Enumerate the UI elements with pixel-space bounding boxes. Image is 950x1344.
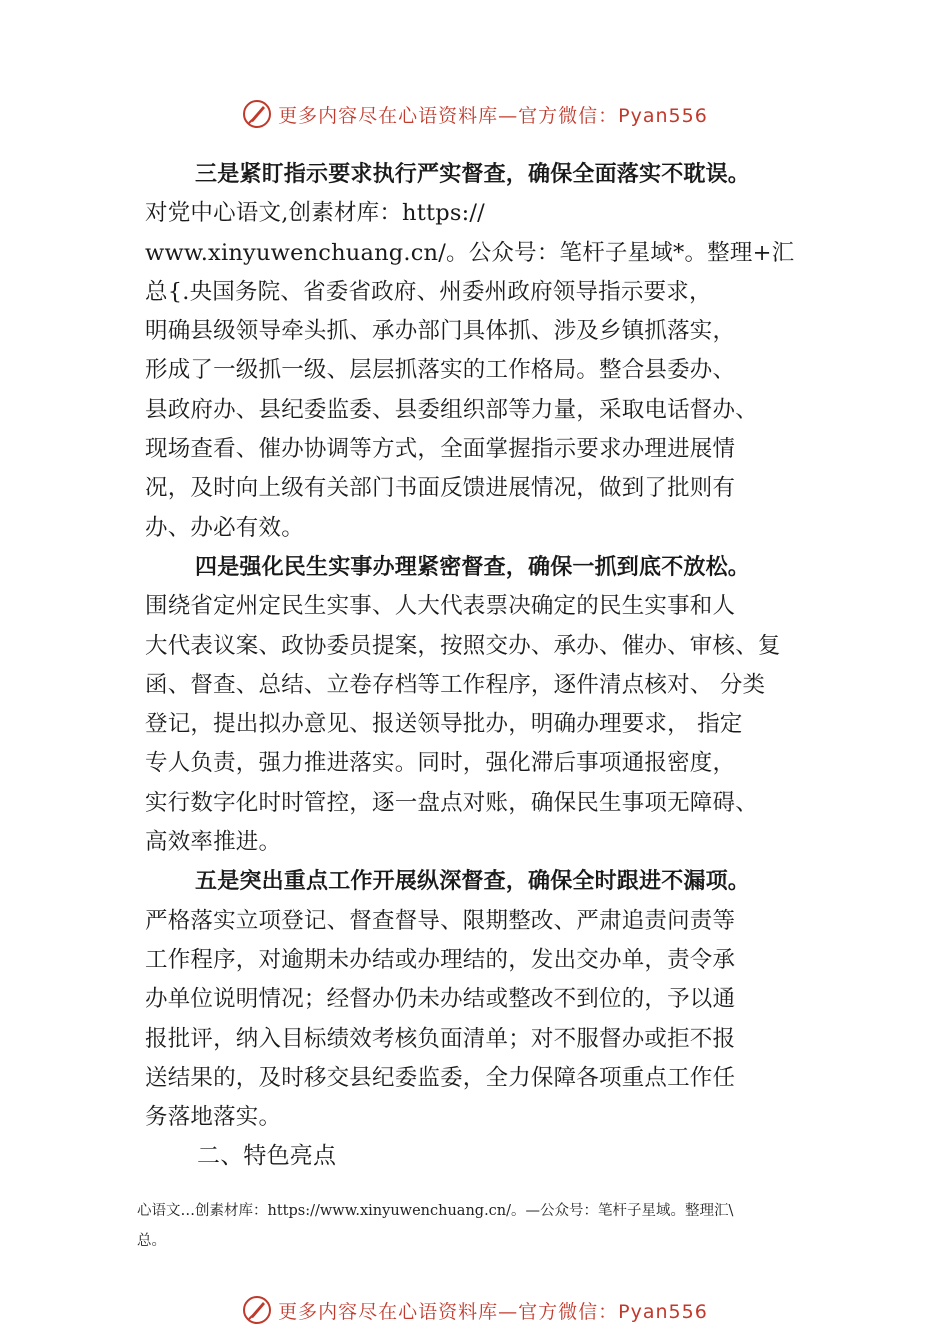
footnote-line: 总。 xyxy=(137,1233,166,1249)
document-body xyxy=(145,155,825,1177)
body-line: 围绕省定州定民生实事、人大代表票决确定的民生实事和人 xyxy=(145,593,736,620)
body-line: www.xinyuwenchuang.cn/。公众号：笔杆子星域*。整理+汇 xyxy=(145,239,795,266)
body-line: 工作程序，对逾期未办结或办理结的，发出交办单，责令承 xyxy=(145,946,736,973)
banner-text: 更多内容尽在心语资料库—官方微信：Pyan556 xyxy=(278,104,708,127)
body-line: 严格落实立项登记、督查督导、限期整改、严肃追责问责等 xyxy=(145,907,736,934)
body-line: 现场查看、催办协调等方式，全面掌握指示要求办理进展情 xyxy=(145,436,736,463)
body-line: 报批评，纳入目标绩效考核负面清单；对不服督办或拒不报 xyxy=(145,1025,736,1052)
body-line: 形成了一级抓一级、层层抓落实的工作格局。整合县委办、 xyxy=(145,357,736,384)
body-line: 送结果的，及时移交县纪委监委，全力保障各项重点工作任 xyxy=(145,1064,736,1091)
header-banner xyxy=(0,92,950,136)
footnote-line: 心语文…创素材库：https://www.xinyuwenchuang.cn/。—公众号：笔杆子星域。整理汇\ xyxy=(137,1203,734,1219)
body-line: 对党中心语文,创素材库：https:// xyxy=(145,200,485,227)
body-line: 明确县级领导牵头抓、承办部门具体抓、涉及乡镇抓落实， xyxy=(145,318,736,345)
wechat-id: Pyan556 xyxy=(618,1300,708,1323)
quill-logo-icon xyxy=(242,1295,272,1325)
heading-5: 五是突出重点工作开展纵深督查，确保全时跟进不漏项。 xyxy=(195,869,751,895)
body-line: 况，及时向上级有关部门书面反馈进展情况，做到了批则有 xyxy=(145,475,736,502)
quill-logo-icon xyxy=(242,99,272,129)
heading-3: 三是紧盯指示要求执行严实督查，确保全面落实不耽误。 xyxy=(195,162,751,187)
body-line: 办单位说明情况；经督办仍未办结或整改不到位的，予以通 xyxy=(145,986,736,1013)
body-line: 高效率推进。 xyxy=(145,829,282,856)
body-line: 县政府办、县纪委监委、县委组织部等力量，采取电话督办、 xyxy=(145,396,758,423)
body-line: 函、督查、总结、立卷存档等工作程序，逐件清点核对、 分类 xyxy=(145,671,766,698)
body-line: 大代表议案、政协委员提案，按照交办、承办、催办、审核、复 xyxy=(145,632,781,659)
banner-text: 更多内容尽在心语资料库—官方微信：Pyan556 xyxy=(278,1300,708,1323)
body-line: 办、办必有效。 xyxy=(145,514,304,541)
wechat-id: Pyan556 xyxy=(618,104,708,127)
body-line: 专人负责，强力推进落实。同时，强化滞后事项通报密度， xyxy=(145,750,736,777)
body-line: 务落地落实。 xyxy=(145,1104,282,1131)
heading-4: 四是强化民生实事办理紧密督查，确保一抓到底不放松。 xyxy=(195,554,751,580)
footnote xyxy=(137,1196,837,1256)
body-line: 实行数字化时时管控，逐一盘点对账，确保民生事项无障碍、 xyxy=(145,789,758,816)
body-line: 登记，提出拟办意见、报送领导批办，明确办理要求， 指定 xyxy=(145,711,743,738)
body-line: 总{.央国务院、省委省政府、州委州政府领导指示要求， xyxy=(145,278,712,305)
footer-banner xyxy=(0,1288,950,1332)
section-title: 二、特色亮点 xyxy=(197,1143,337,1170)
